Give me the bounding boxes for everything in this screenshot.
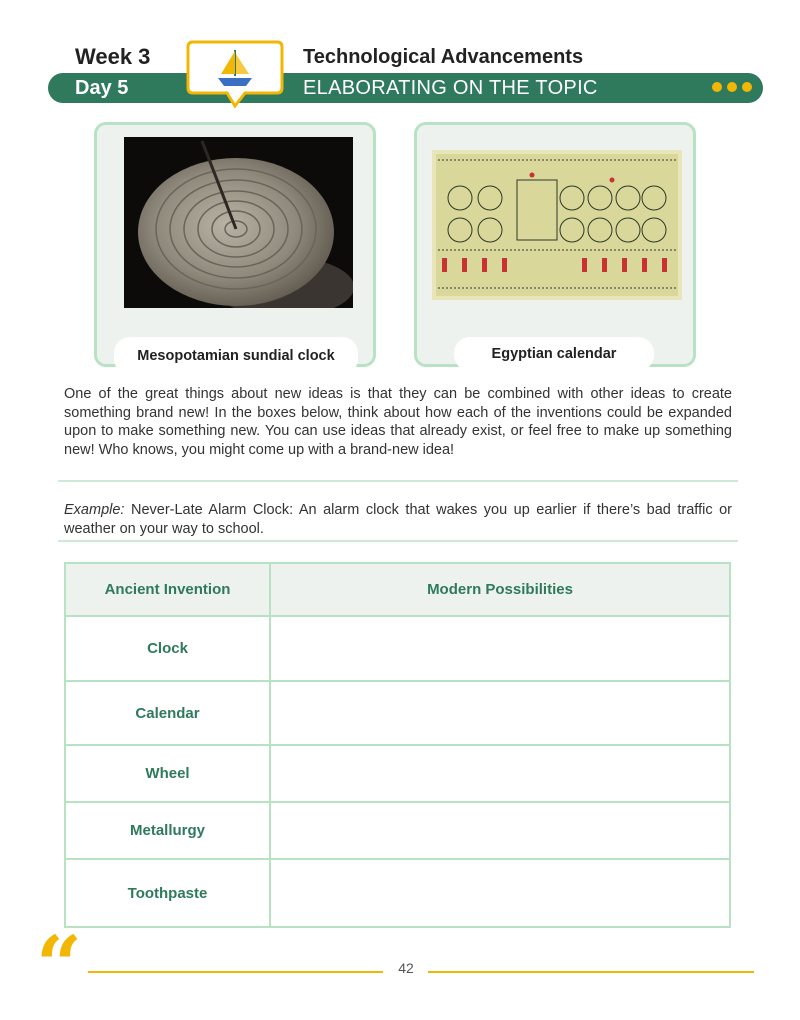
quote-icon: “ (36, 918, 83, 1012)
divider (58, 540, 738, 542)
caption-sundial: Mesopotamian sundial clock (114, 337, 358, 375)
week-label: Week 3 (75, 44, 151, 69)
table-row (66, 615, 729, 680)
section-subtitle: ELABORATING ON THE TOPIC (303, 77, 598, 99)
dots-icon (712, 82, 752, 92)
example-label: Example: (64, 502, 125, 518)
column-header-possibilities: Modern Possibilities (271, 564, 729, 615)
possibilities-input-cell[interactable] (271, 803, 729, 858)
invention-cell: Toothpaste (66, 860, 271, 926)
caption-calendar: Egyptian calendar (454, 337, 654, 371)
sailboat-logo-icon (185, 38, 285, 110)
egyptian-calendar-photo (432, 150, 682, 300)
instructions-paragraph: One of the great things about new ideas is that they can be combined with other ideas to create something brand new! In the boxes below, think about how each of the inventions could be expanded upon to make something new. You can use ideas that already exist, or feel free to make up something new! Who knows, you might come up with a brand-new idea! (64, 386, 732, 458)
column-header-invention: Ancient Invention (66, 564, 271, 615)
possibilities-input-cell[interactable] (271, 860, 729, 926)
table-row (66, 801, 729, 858)
table-header-row (66, 564, 729, 615)
divider (58, 480, 738, 482)
invention-cell: Wheel (66, 746, 271, 801)
sundial-photo (124, 137, 353, 308)
invention-cell: Calendar (66, 682, 271, 744)
topic-title: Technological Advancements (303, 46, 584, 68)
day-label: Day 5 (75, 77, 129, 99)
invention-cell: Metallurgy (66, 803, 271, 858)
possibilities-input-cell[interactable] (271, 746, 729, 801)
table-row (66, 744, 729, 801)
example-body: Never-Late Alarm Clock: An alarm clock that wakes you up earlier if there’s bad traffic or weather on your way to school. (64, 502, 732, 537)
table-row (66, 858, 729, 926)
table-row (66, 680, 729, 744)
possibilities-input-cell[interactable] (271, 682, 729, 744)
invention-cell: Clock (66, 617, 271, 680)
footer-line-left (88, 971, 383, 973)
inventions-table (64, 562, 731, 928)
footer-line-right (428, 971, 754, 973)
page-number: 42 (398, 960, 414, 976)
example-text (64, 501, 732, 538)
possibilities-input-cell[interactable] (271, 617, 729, 680)
